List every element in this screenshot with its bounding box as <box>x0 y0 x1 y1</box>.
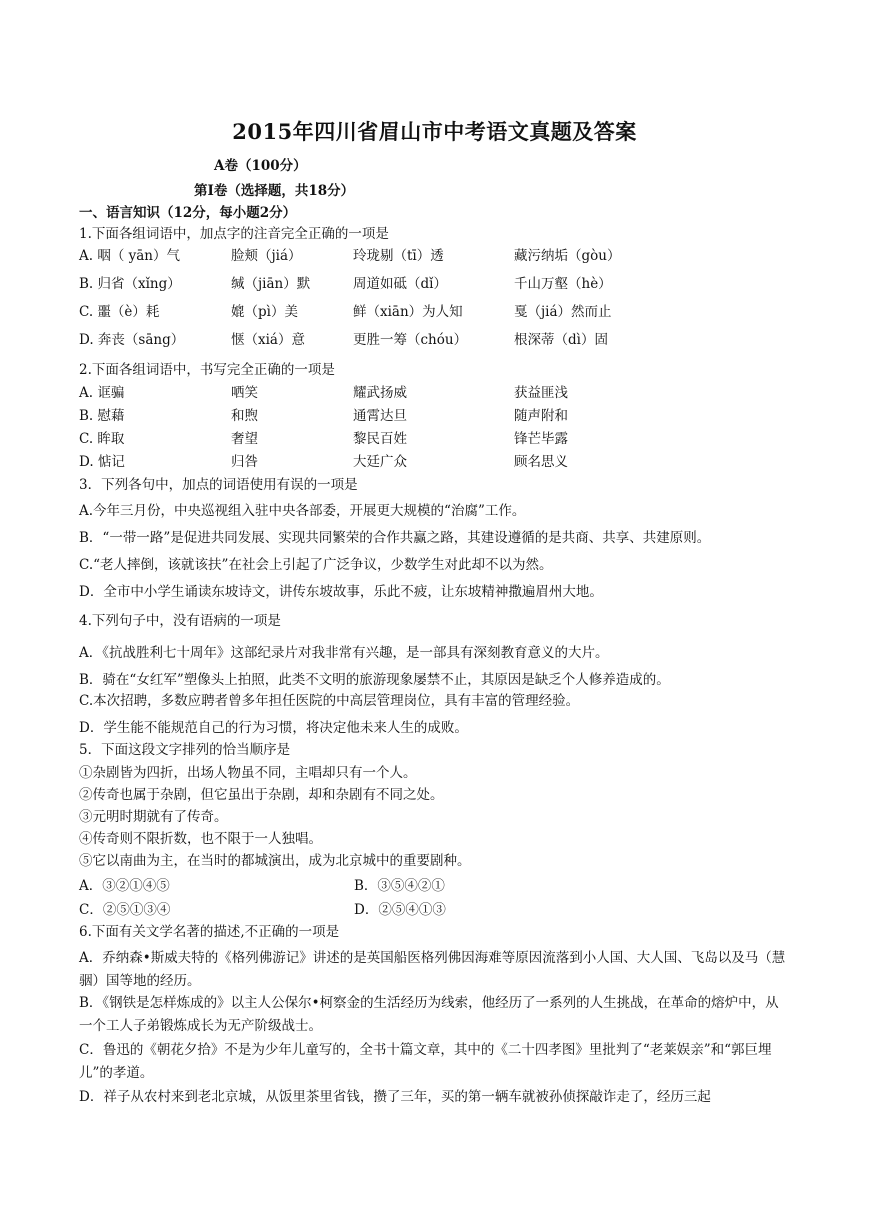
q2-row-d <box>79 453 791 471</box>
question-1-stem: 1.下面各组词语中，加点字的注音完全正确的一项是 <box>79 226 389 242</box>
q1-a-3: 玲珑剔（tī）透 <box>353 248 444 264</box>
q2-d-4: 顾名思义 <box>514 454 568 470</box>
q1-c-4: 戛（jiá）然而止 <box>514 304 612 320</box>
q4-option-c: C.本次招聘，多数应聘者曾多年担任医院的中高层管理岗位，具有丰富的管理经验。 <box>79 693 580 709</box>
question-3-stem: 3．下列各句中，加点的词语使用有误的一项是 <box>79 477 358 493</box>
q6-option-c: C．鲁迅的《朝花夕拾》不是为少年儿童写的，全书十篇文章，其中的《二十四孝图》里批判了“老莱娱亲”和“郭巨埋儿”的孝道。 <box>79 1042 772 1081</box>
q2-b-1: B. 慰藉 <box>79 408 125 424</box>
q1-a-1: A. 咽（ yān）气 <box>79 248 180 264</box>
q3-option-d: D．全市中小学生诵读东坡诗文，讲传东坡故事，乐此不疲，让东坡精神撒遍眉州大地。 <box>79 584 603 600</box>
q2-c-1: C. 眸取 <box>79 431 125 447</box>
q1-d-1: D. 奔丧（sāng） <box>79 332 185 348</box>
q1-d-4: 根深蒂（dì）固 <box>514 332 608 348</box>
question-4-stem: 4.下列句子中，没有语病的一项是 <box>79 613 281 629</box>
q4-option-d: D．学生能不能规范自己的行为习惯，将决定他未来人生的成败。 <box>79 720 468 736</box>
q1-d-2: 惬（xiá）意 <box>231 332 305 348</box>
q5-choice-b: B．③⑤④②① <box>354 878 445 894</box>
q5-choice-a: A．③②①④⑤ <box>79 878 170 894</box>
q2-d-3: 大廷广众 <box>353 454 407 470</box>
q3-option-b: B．“一带一路”是促进共同发展、实现共同繁荣的合作共赢之路，其建设遵循的是共商、共享、共建原则。 <box>79 530 711 546</box>
q2-b-4: 随声附和 <box>514 408 568 424</box>
q2-d-1: D. 惦记 <box>79 454 125 470</box>
q1-c-1: C. 噩（è）耗 <box>79 304 160 320</box>
q2-a-1: A. 诓骗 <box>79 385 125 401</box>
q5-choices-row-2 <box>79 901 791 919</box>
question-6-stem: 6.下面有关文学名著的描述,不正确的一项是 <box>79 924 340 940</box>
q5-choice-d: D．②⑤④①③ <box>354 902 446 918</box>
q2-a-3: 耀武扬威 <box>353 385 407 401</box>
q1-b-3: 周道如砥（dǐ） <box>353 276 447 292</box>
q2-a-4: 获益匪浅 <box>514 385 568 401</box>
part-heading: 第Ⅰ卷（选择题，共18分） <box>194 183 355 199</box>
q5-choices-row-1 <box>79 877 791 895</box>
q2-d-2: 归咎 <box>231 454 258 470</box>
q6-option-b: B．《钢铁是怎样炼成的》以主人公保尔•柯察金的生活经历为线索，他经历了一系列的人生挑战，在革命的熔炉中，从一个工人子弟锻炼成长为无产阶级战士。 <box>79 995 779 1034</box>
q2-b-2: 和煦 <box>231 408 258 424</box>
q5-choice-c: C．②⑤①③④ <box>79 902 171 918</box>
q1-b-1: B. 归省（xǐng） <box>79 276 181 292</box>
q2-c-2: 奢望 <box>231 431 258 447</box>
page-title: 2015年四川省眉山市中考语文真题及答案 <box>232 119 637 144</box>
q3-option-c: C.“老人摔倒，该就该扶”在社会上引起了广泛争议，少数学生对此却不以为然。 <box>79 557 553 573</box>
q1-b-2: 缄（jiān）默 <box>231 276 311 292</box>
q2-c-3: 黎民百姓 <box>353 431 407 447</box>
q1-a-2: 脸颊（jiá） <box>231 248 302 264</box>
section-heading: 一、语言知识（12分，每小题2分） <box>79 205 297 221</box>
q1-row-b <box>79 275 791 293</box>
volume-heading: A卷（100分） <box>214 158 307 174</box>
q2-b-3: 通霄达旦 <box>353 408 407 424</box>
q1-d-3: 更胜一筹（chóu） <box>353 332 468 348</box>
q5-item-4: ④传奇则不限折数，也不限于一人独唱。 <box>79 831 322 847</box>
q5-item-1: ①杂剧皆为四折，出场人物虽不同，主唱却只有一个人。 <box>79 765 417 781</box>
q2-row-b <box>79 407 791 425</box>
q1-c-3: 鲜（xiān）为人知 <box>353 304 463 320</box>
q5-item-5: ⑤它以南曲为主，在当时的都城演出，成为北京城中的重要剧种。 <box>79 853 471 869</box>
q6-option-d: D．祥子从农村来到老北京城，从饭里茶里省钱，攒了三年，买的第一辆车就被孙侦探敲诈走了，经历三起 <box>79 1089 711 1105</box>
q6-option-a: A．乔纳森•斯威夫特的《格列佛游记》讲述的是英国船医格列佛因海难等原因流落到小人国、大人国、飞岛以及马（慧骃）国等地的经历。 <box>79 950 786 989</box>
q2-row-c <box>79 430 791 448</box>
question-5-stem: 5．下面这段文字排列的恰当顺序是 <box>79 742 291 758</box>
q5-item-3: ③元明时期就有了传奇。 <box>79 809 228 825</box>
q1-row-a <box>79 247 791 265</box>
q1-row-c <box>79 303 791 321</box>
q2-c-4: 锋芒毕露 <box>514 431 568 447</box>
q2-row-a <box>79 384 791 402</box>
q4-option-a: A．《抗战胜利七十周年》这部纪录片对我非常有兴趣，是一部具有深刻教育意义的大片。 <box>79 645 609 661</box>
q1-a-4: 藏污纳垢（gòu） <box>514 248 621 264</box>
q1-b-4: 千山万壑（hè） <box>514 276 612 292</box>
q2-a-2: 哂笑 <box>231 385 258 401</box>
q4-option-b: B．骑在“女红军”塑像头上拍照，此类不文明的旅游现象屡禁不止，其原因是缺乏个人修养造成的。 <box>79 672 670 688</box>
q3-option-a: A.今年三月份，中央巡视组入驻中央各部委，开展更大规模的“治腐”工作。 <box>79 503 526 519</box>
q1-row-d <box>79 331 791 349</box>
q1-c-2: 媲（pì）美 <box>231 304 298 320</box>
question-2-stem: 2.下面各组词语中，书写完全正确的一项是 <box>79 362 335 378</box>
q5-item-2: ②传奇也属于杂剧，但它虽出于杂剧，却和杂剧有不同之处。 <box>79 787 444 803</box>
